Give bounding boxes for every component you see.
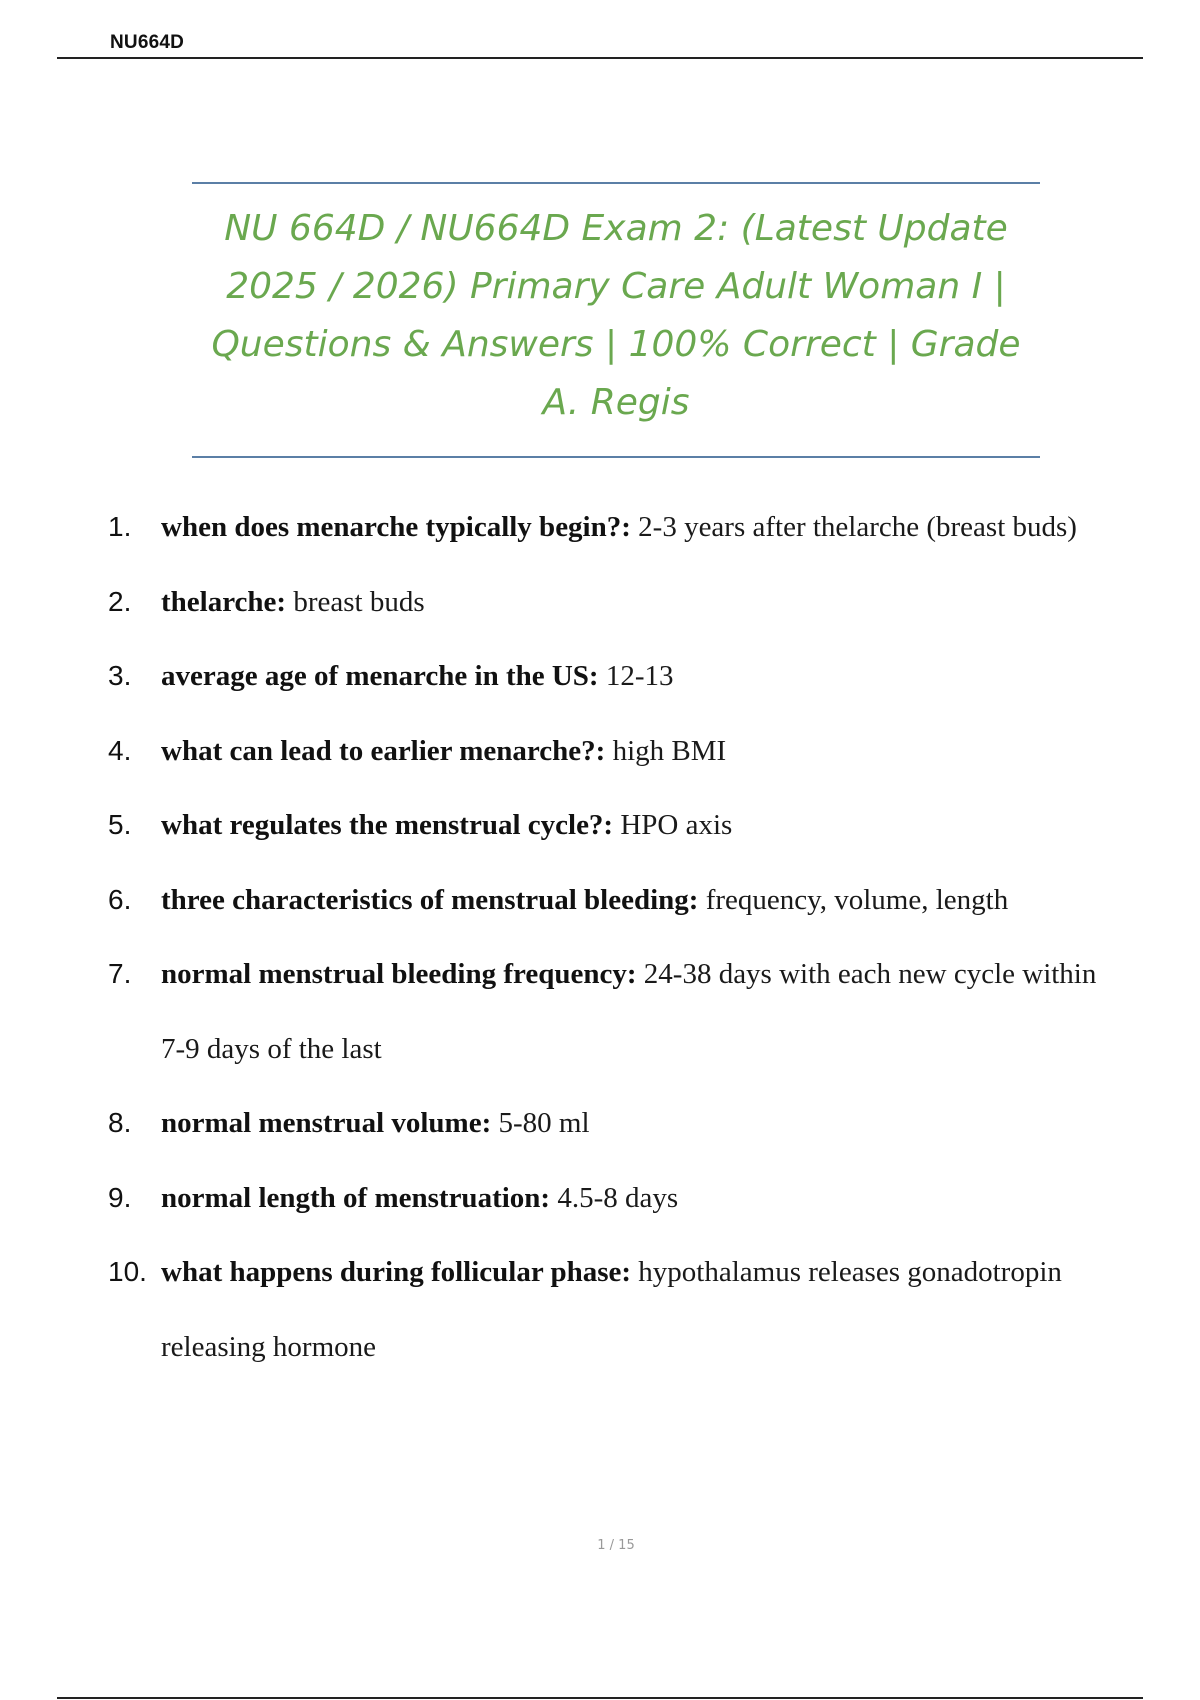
qa-item-5	[108, 788, 1118, 863]
qa-item-10	[108, 1235, 1118, 1384]
qa-item-9	[108, 1161, 1118, 1236]
question-text: normal menstrual volume:	[161, 1107, 499, 1139]
question-text: what happens during follicular phase:	[161, 1256, 639, 1288]
answer-text: 24-38 days with each new cycle within 7-9 days of the last	[161, 958, 1097, 1065]
question-text: what regulates the menstrual cycle?:	[161, 809, 621, 841]
qa-item-8	[108, 1086, 1118, 1161]
answer-text: breast buds	[293, 585, 425, 618]
answer-text: 12-13	[605, 660, 674, 692]
header-rule	[57, 57, 1143, 59]
document-title: NU 664D / NU664D Exam 2: (Latest Update 2025 / 2026) Primary Care Adult Woman I | Questions & Answers | 100% Correct | Grade A. Regis	[211, 208, 1021, 423]
question-text: normal length of menstruation:	[161, 1181, 558, 1214]
item-number: 5.	[108, 809, 132, 840]
answer-text: 2-3 years after thelarche (breast buds)	[638, 511, 1077, 543]
item-number: 2.	[108, 585, 132, 617]
item-number: 9.	[108, 1181, 132, 1213]
item-number: 7.	[108, 958, 132, 989]
running-header-course-code: NU664D	[110, 32, 185, 53]
question-text: normal menstrual bleeding frequency:	[161, 958, 644, 990]
answer-text: high BMI	[612, 734, 727, 767]
question-text: average age of menarche in the US:	[161, 660, 606, 692]
question-answer-list	[108, 490, 1118, 1384]
item-number: 3.	[108, 660, 132, 691]
item-number: 6.	[108, 883, 132, 915]
answer-text: frequency, volume, length	[705, 883, 1009, 916]
question-text: thelarche:	[161, 585, 294, 618]
answer-text: 5-80 ml	[498, 1107, 590, 1139]
qa-item-2	[108, 565, 1118, 640]
item-number: 10.	[108, 1256, 147, 1287]
answer-text: hypothalamus releases gonadotropin releasing hormone	[161, 1256, 1062, 1363]
qa-item-7	[108, 937, 1118, 1086]
footer-rule	[57, 1697, 1143, 1699]
title-top-rule	[192, 182, 1040, 184]
answer-text: 4.5-8 days	[557, 1181, 679, 1214]
answer-text: HPO axis	[620, 809, 733, 841]
qa-item-3	[108, 639, 1118, 714]
item-number: 1.	[108, 511, 132, 542]
question-text: three characteristics of menstrual bleeding:	[161, 883, 706, 916]
question-text: when does menarche typically begin?:	[161, 511, 639, 543]
item-number: 4.	[108, 734, 132, 766]
qa-item-1	[108, 490, 1118, 565]
item-number: 8.	[108, 1107, 132, 1138]
qa-item-4	[108, 714, 1118, 789]
title-bottom-rule	[192, 456, 1040, 458]
page-number: 1 / 15	[597, 1538, 635, 1553]
question-text: what can lead to earlier menarche?:	[161, 734, 613, 767]
qa-item-6	[108, 863, 1118, 938]
